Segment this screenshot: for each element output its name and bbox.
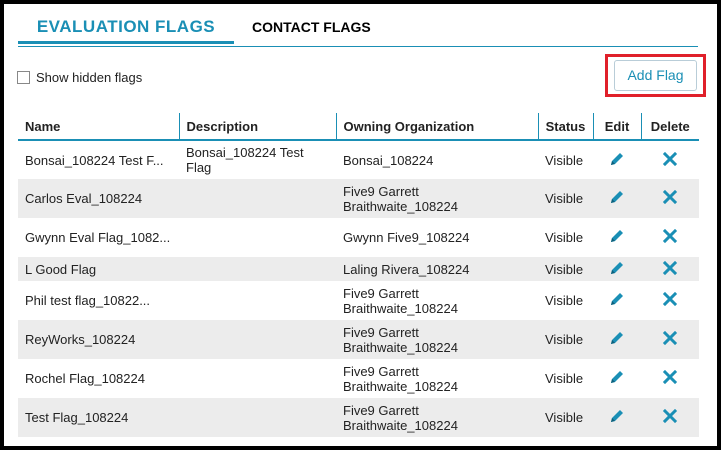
delete-cell [641, 179, 699, 218]
flags-table [18, 113, 699, 437]
close-icon[interactable] [663, 409, 677, 426]
close-icon[interactable] [663, 229, 677, 246]
table-row[interactable] [18, 359, 699, 398]
flag-organization-cell: Laling Rivera_108224 [336, 257, 538, 281]
table-header-row [18, 113, 699, 140]
delete-cell [641, 281, 699, 320]
pencil-icon[interactable] [608, 407, 626, 428]
edit-cell [593, 398, 641, 437]
flag-status-cell: Visible [538, 398, 593, 437]
edit-cell [593, 218, 641, 257]
show-hidden-flags-toggle[interactable] [17, 68, 142, 86]
flag-name-cell: Rochel Flag_108224 [25, 371, 145, 386]
flag-name-cell: Phil test flag_10822... [25, 293, 151, 308]
delete-cell [641, 359, 699, 398]
column-header-owning-organization[interactable]: Owning Organization [336, 113, 538, 140]
flag-status-cell: Visible [545, 293, 584, 308]
table-row[interactable] [18, 398, 699, 437]
tab-bar [18, 14, 698, 47]
edit-cell [593, 179, 641, 218]
edit-cell [593, 281, 641, 320]
flag-name-cell: Test Flag_108224 [18, 398, 179, 437]
close-icon[interactable] [663, 190, 677, 207]
pencil-icon[interactable] [608, 368, 626, 389]
column-header-description[interactable]: Description [179, 113, 336, 140]
flag-organization-cell: Five9 Garrett Braithwaite_108224 [343, 363, 458, 394]
flag-organization-cell: Five9 Garrett Braithwaite_108224 [336, 320, 538, 359]
flag-status-cell: Visible [545, 230, 584, 245]
pencil-icon[interactable] [608, 329, 626, 350]
table-row[interactable] [18, 320, 699, 359]
edit-cell [593, 257, 641, 281]
table-row[interactable] [18, 257, 699, 281]
tab-contact-flags[interactable]: CONTACT FLAGS [252, 19, 371, 35]
flag-name-cell: Gwynn Eval Flag_1082... [25, 230, 171, 245]
column-header-edit: Edit [593, 113, 641, 140]
delete-cell [641, 320, 699, 359]
close-icon[interactable] [663, 331, 677, 348]
flag-status-cell: Visible [545, 152, 584, 168]
delete-cell [641, 398, 699, 437]
flag-status-cell: Visible [538, 179, 593, 218]
flag-description-cell [179, 320, 336, 359]
flag-description-cell [179, 398, 336, 437]
flag-description-cell [179, 179, 336, 218]
column-header-name[interactable]: Name [18, 113, 179, 140]
pencil-icon[interactable] [608, 188, 626, 209]
flag-description-cell [179, 359, 336, 398]
close-icon[interactable] [663, 370, 677, 387]
flag-organization-cell: Gwynn Five9_108224 [343, 230, 470, 245]
flag-name-cell: ReyWorks_108224 [18, 320, 179, 359]
close-icon[interactable] [663, 292, 677, 309]
add-flag-button[interactable]: Add Flag [614, 60, 697, 91]
pencil-icon[interactable] [608, 227, 626, 248]
flag-description-cell [179, 218, 336, 257]
close-icon[interactable] [663, 152, 677, 169]
flag-status-cell: Visible [538, 257, 593, 281]
edit-cell [593, 359, 641, 398]
show-hidden-label: Show hidden flags [36, 69, 143, 85]
delete-cell [641, 140, 699, 179]
column-header-delete: Delete [641, 113, 699, 140]
table-row[interactable] [18, 218, 699, 257]
flag-name-cell: Bonsai_108224 Test F... [25, 152, 164, 168]
flag-organization-cell: Five9 Garrett Braithwaite_108224 [336, 398, 538, 437]
pencil-icon[interactable] [608, 290, 626, 311]
show-hidden-checkbox[interactable] [17, 71, 30, 84]
pencil-icon[interactable] [608, 150, 626, 171]
flag-description-cell: Bonsai_108224 Test Flag [186, 145, 304, 175]
flag-name-cell: L Good Flag [18, 257, 179, 281]
table-row[interactable] [18, 140, 699, 179]
column-header-status[interactable]: Status [538, 113, 593, 140]
tab-evaluation-flags[interactable]: EVALUATION FLAGS [18, 14, 234, 44]
table-body [18, 140, 699, 437]
flag-description-cell [179, 281, 336, 320]
delete-cell [641, 257, 699, 281]
flag-organization-cell: Bonsai_108224 [343, 152, 434, 168]
edit-cell [593, 140, 641, 179]
flag-description-cell [179, 257, 336, 281]
table-row[interactable] [18, 179, 699, 218]
flag-name-cell: Carlos Eval_108224 [18, 179, 179, 218]
flag-status-cell: Visible [538, 320, 593, 359]
pencil-icon[interactable] [608, 259, 626, 280]
flag-organization-cell: Five9 Garrett Braithwaite_108224 [336, 179, 538, 218]
table-row[interactable] [18, 281, 699, 320]
flag-status-cell: Visible [545, 371, 584, 386]
flag-organization-cell: Five9 Garrett Braithwaite_108224 [343, 285, 458, 316]
delete-cell [641, 218, 699, 257]
close-icon[interactable] [663, 261, 677, 278]
edit-cell [593, 320, 641, 359]
